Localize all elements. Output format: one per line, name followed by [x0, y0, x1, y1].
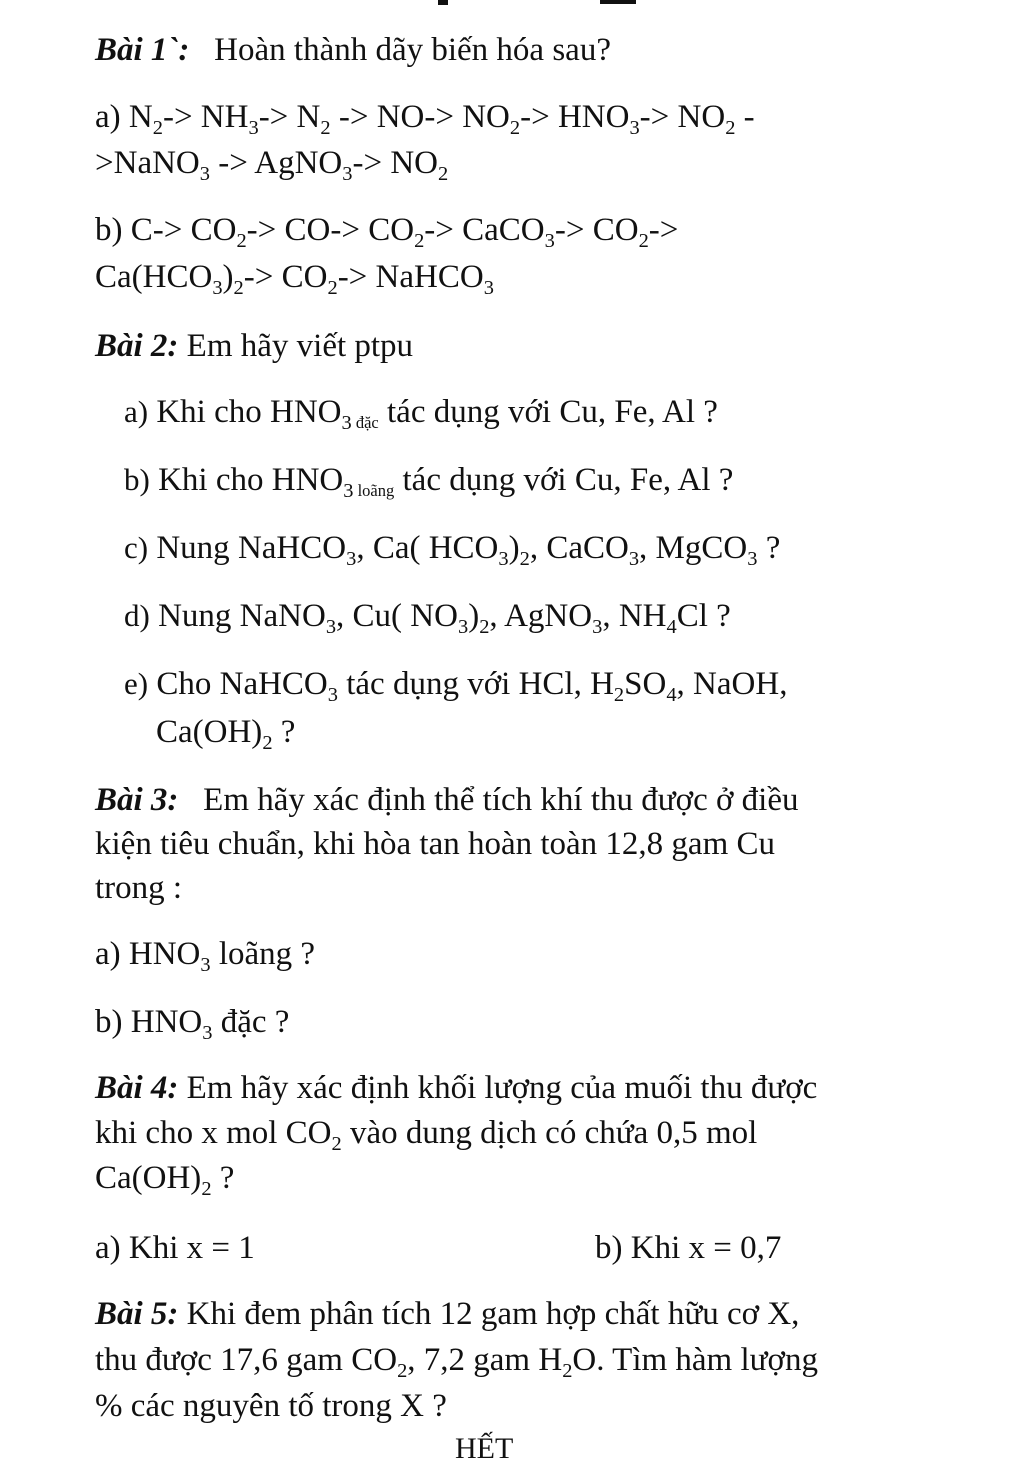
- bai1-label: Bài 1`:: [95, 32, 190, 68]
- footer-end-mark: HẾT: [455, 1432, 514, 1465]
- bai1-a-label: a): [95, 99, 121, 135]
- bai2-item-a: a) Khi cho $HNO_3$ $_{đặc}$ tác dụng với Cu, Fe, Al ?: [124, 394, 718, 435]
- bai4-item-a: a) Khi x = 1: [95, 1230, 255, 1266]
- bai3-line3: trong :: [95, 870, 183, 906]
- bai2-item-e-line1: e) Cho NaHCO$_3$ tác dụng với HCl, $H_2SO_4$, NaOH,: [124, 666, 788, 707]
- bai2-item-e-line2: $Ca(OH)_2$ ?: [156, 714, 296, 755]
- bai1-a-line1: a) $N_2-> NH_3-> N_2 -> NO-> NO_2-> HNO_3-> NO_2$ -: [95, 99, 755, 140]
- bai2-item-b: b) Khi cho $HNO_3$ $_{loãng}$ tác dụng với Cu, Fe, Al ?: [124, 462, 734, 503]
- bai1-a-line2: >NaNO$_3$ -> AgNO$_3$-> $NO_2$: [95, 145, 449, 186]
- bai1-b-label: b): [95, 212, 123, 248]
- bai1-heading: [95, 30, 611, 70]
- bai2-title: Em hãy viết ptpu: [186, 328, 414, 364]
- bai4-item-b: b) Khi x = 0,7: [595, 1230, 782, 1266]
- bai5-line2: thu được 17,6 gam $CO_2$, 7,2 gam $H_2O$. Tìm hàm lượng: [95, 1342, 818, 1383]
- bai1-b-line1: b) $C-> CO_2-> CO-> CO_2->$ CaCO$_3$-> $CO_2->$: [95, 212, 679, 253]
- bai2-item-d: d) Nung NaNO$_3$, Cu( $NO_3)_2$, AgNO$_3$, $NH_4Cl$ ?: [124, 598, 731, 639]
- bai2-item-c: c) Nung NaHCO$_3$, Ca( $HCO_3)_2$, CaCO$_3$, MgCO$_3$ ?: [124, 530, 781, 571]
- bai3-line2: kiện tiêu chuẩn, khi hòa tan hoàn toàn 12,8 gam Cu: [95, 826, 776, 862]
- bai2-label: Bài 2:: [95, 328, 179, 364]
- bai3-item-a: a) $HNO_3$ loãng ?: [95, 936, 316, 977]
- bai3-label: Bài 3:: [95, 782, 179, 818]
- bai5-line1: Bài 5: Khi đem phân tích 12 gam hợp chất hữu cơ X,: [95, 1296, 800, 1332]
- top-edge-mark: [600, 0, 636, 4]
- bai4-line2: khi cho x mol $CO_2$ vào dung dịch có chứa 0,5 mol: [95, 1115, 758, 1156]
- bai4-label: Bài 4:: [95, 1070, 179, 1106]
- bai4-line1: Bài 4: Em hãy xác định khối lượng của muối thu được: [95, 1070, 818, 1106]
- top-edge-mark: [438, 0, 448, 5]
- bai1-b-line2: $Ca(HCO_3)_2-> CO_2->$ NaHCO$_3$: [95, 259, 494, 300]
- bai4-line3: $Ca(OH)_2$ ?: [95, 1160, 235, 1201]
- bai1-title: Hoàn thành dãy biến hóa sau?: [214, 32, 611, 68]
- bai5-label: Bài 5:: [95, 1296, 179, 1332]
- bai3-item-b: b) $HNO_3$ đặc ?: [95, 1004, 290, 1045]
- bai2-heading: [95, 326, 413, 366]
- bai3-line1: Bài 3: Em hãy xác định thể tích khí thu được ở điều: [95, 782, 799, 818]
- bai5-line3: % các nguyên tố trong X ?: [95, 1388, 447, 1424]
